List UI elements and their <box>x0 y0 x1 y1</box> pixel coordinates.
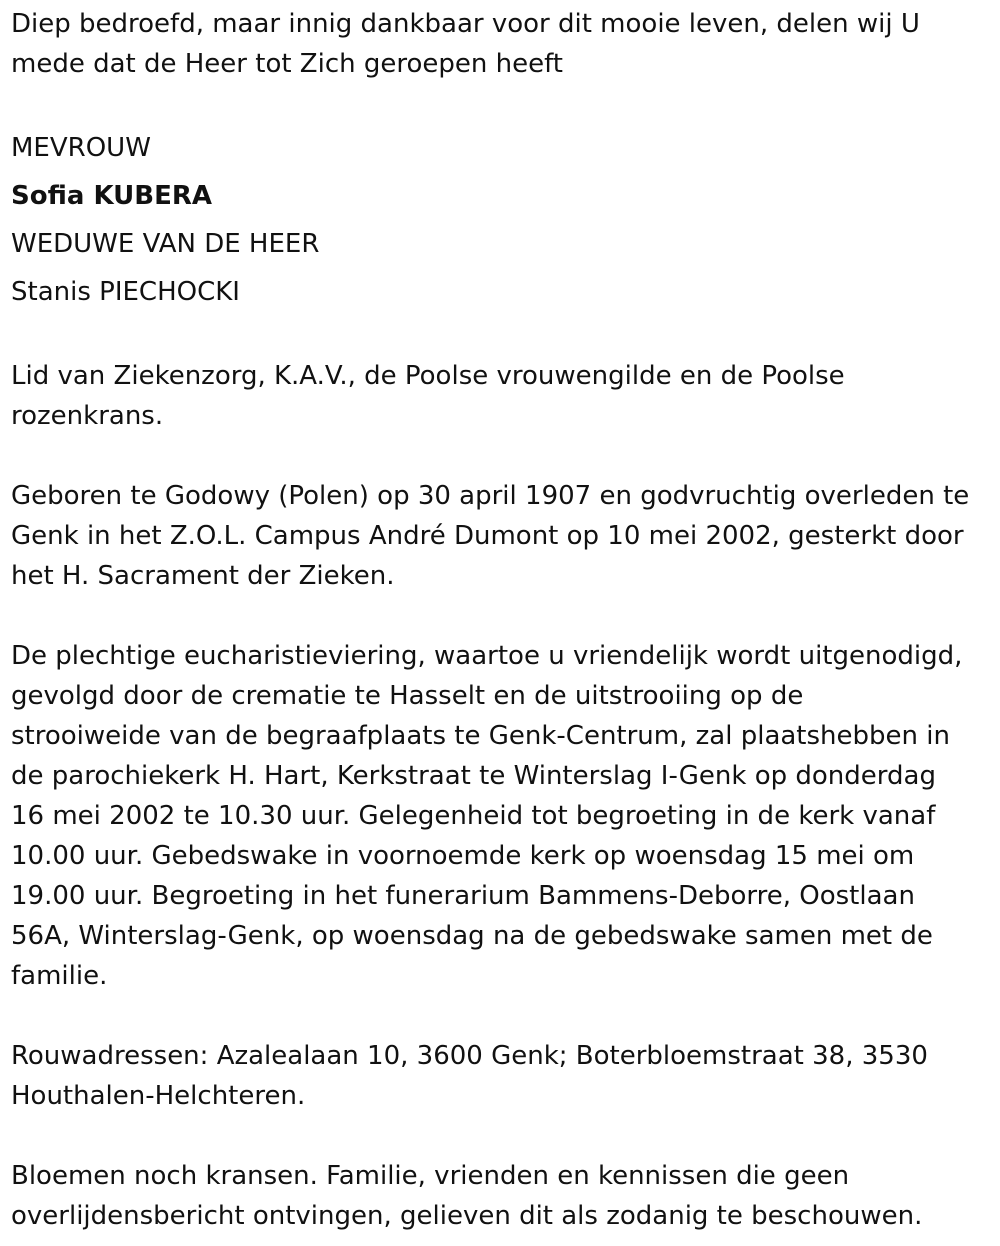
ceremony-line: 56A, Winterslag-Genk, op woensdag na de gebedswake samen met de <box>11 921 933 951</box>
closing-line: overlijdensbericht ontvingen, gelieven dit als zodanig te beschouwen. <box>11 1201 923 1231</box>
addresses-paragraph <box>11 1036 991 1116</box>
addresses-line: Rouwadressen: Azalealaan 10, 3600 Genk; Boterbloemstraat 38, 3530 <box>11 1041 928 1071</box>
birth-death-paragraph <box>11 476 991 596</box>
membership-line: rozenkrans. <box>11 401 164 431</box>
birth-death-line: Geboren te Godowy (Polen) op 30 april 1907 en godvruchtig overleden te <box>11 481 970 511</box>
ceremony-line: de parochiekerk H. Hart, Kerkstraat te Winterslag I-Genk op donderdag <box>11 761 936 791</box>
closing-line: Bloemen noch kransen. Familie, vrienden en kennissen die geen <box>11 1161 850 1191</box>
spouse-name: Stanis PIECHOCKI <box>11 277 240 307</box>
membership-paragraph <box>11 356 991 436</box>
closing-paragraph <box>11 1156 991 1236</box>
birth-death-line: het H. Sacrament der Zieken. <box>11 561 395 591</box>
obituary-document <box>11 4 991 1236</box>
ceremony-line: 16 mei 2002 te 10.30 uur. Gelegenheid tot begroeting in de kerk vanaf <box>11 801 936 831</box>
ceremony-line: gevolgd door de crematie te Hasselt en de uitstrooiing op de <box>11 681 804 711</box>
deceased-name: Sofia KUBERA <box>11 181 212 211</box>
intro-paragraph <box>11 4 991 84</box>
ceremony-line: 10.00 uur. Gebedswake in voornoemde kerk op woensdag 15 mei om <box>11 841 915 871</box>
deceased-title: MEVROUW <box>11 133 151 163</box>
intro-line: Diep bedroefd, maar innig dankbaar voor dit mooie leven, delen wij U <box>11 9 920 39</box>
deceased-relation: WEDUWE VAN DE HEER <box>11 229 320 259</box>
ceremony-line: familie. <box>11 961 108 991</box>
ceremony-paragraph <box>11 636 991 996</box>
ceremony-line: De plechtige eucharistieviering, waartoe u vriendelijk wordt uitgenodigd, <box>11 641 963 671</box>
ceremony-line: 19.00 uur. Begroeting in het funerarium Bammens-Deborre, Oostlaan <box>11 881 915 911</box>
deceased-block <box>11 124 991 316</box>
addresses-line: Houthalen-Helchteren. <box>11 1081 306 1111</box>
membership-line: Lid van Ziekenzorg, K.A.V., de Poolse vrouwengilde en de Poolse <box>11 361 845 391</box>
intro-line: mede dat de Heer tot Zich geroepen heeft <box>11 49 564 79</box>
birth-death-line: Genk in het Z.O.L. Campus André Dumont op 10 mei 2002, gesterkt door <box>11 521 964 551</box>
ceremony-line: strooiweide van de begraafplaats te Genk-Centrum, zal plaatshebben in <box>11 721 950 751</box>
